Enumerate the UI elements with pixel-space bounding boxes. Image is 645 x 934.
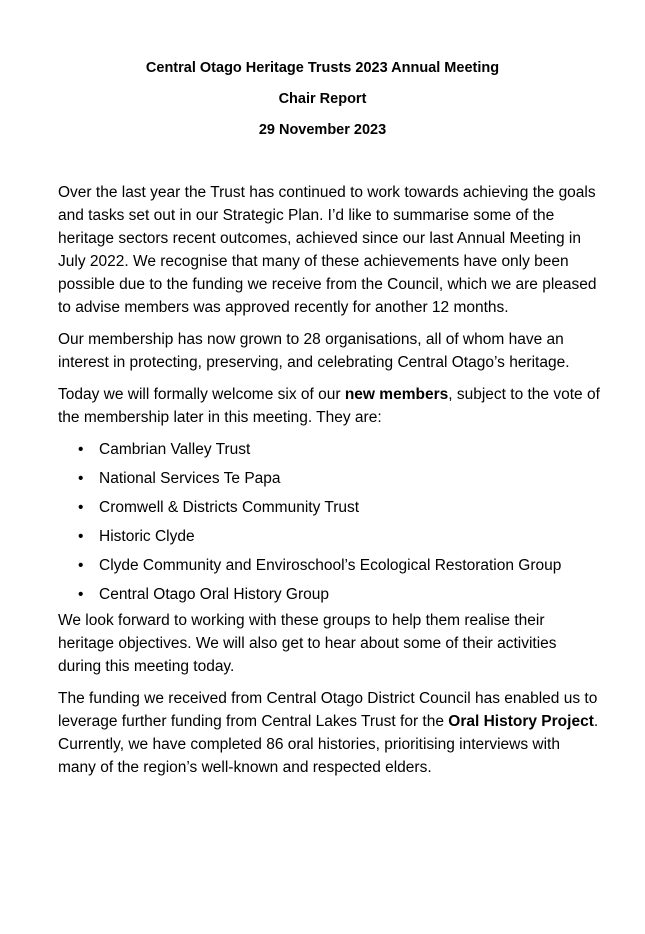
report-body — [58, 181, 601, 788]
paragraph-new-members-text-2: , subject to the vote of the membership later in this meeting. They are: — [58, 386, 600, 426]
list-item-text: Central Otago Oral History Group — [99, 586, 330, 603]
oral-history-project-emphasis: Oral History Project — [448, 713, 594, 730]
paragraph-new-members — [58, 383, 601, 429]
document-title: Central Otago Heritage Trusts 2023 Annual Meeting — [145, 60, 500, 76]
paragraph-intro: Over the last year the Trust has continued to work towards achieving the goals and tasks set out in our Strategic Plan. I’d like to summarise some of the heritage sectors recent outcomes, achieved since our last Annual Meeting in July 2022. We recognise that many of these achievements have only been possible due to the funding we receive from the Council, which we are pleased to advise members was approved recently for another 12 months. — [58, 184, 597, 316]
bullet-icon: • — [78, 441, 84, 458]
list-item-text: Cambrian Valley Trust — [99, 441, 251, 458]
bullet-icon: • — [78, 470, 84, 487]
document-subtitle: Chair Report — [278, 91, 367, 107]
paragraph-membership: Our membership has now grown to 28 organisations, all of whom have an interest in protecting, preserving, and celebrating Central Otago’s heritage. — [58, 331, 570, 371]
bullet-icon: • — [78, 586, 84, 603]
paragraph-funding — [58, 687, 601, 779]
list-item — [78, 438, 601, 461]
list-item-text: Cromwell & Districts Community Trust — [99, 499, 360, 516]
paragraph-working-with-groups: We look forward to working with these groups to help them realise their heritage objectives. We will also get to hear about some of their activities during this meeting today. — [58, 612, 557, 675]
list-item — [78, 496, 601, 519]
list-item — [78, 467, 601, 490]
list-item — [78, 583, 601, 606]
new-members-emphasis: new members — [344, 386, 449, 403]
list-item-text: Clyde Community and Enviroschool’s Ecological Restoration Group — [99, 557, 562, 574]
new-members-list — [58, 438, 601, 606]
document-date: 29 November 2023 — [258, 122, 387, 138]
bullet-icon: • — [78, 557, 84, 574]
bullet-icon: • — [78, 528, 84, 545]
paragraph-funding-text-1: The funding we received from Central Otago District Council has enabled us to leverage further funding from Central Lakes Trust for the — [58, 690, 598, 730]
list-item-text: Historic Clyde — [99, 528, 195, 545]
paragraph-new-members-text-1: Today we will formally welcome six of our — [58, 386, 345, 403]
paragraph-funding-text-2: . Currently, we have completed 86 oral histories, prioritising interviews with many of the region’s well-known and respected elders. — [58, 713, 599, 776]
bullet-icon: • — [78, 499, 84, 516]
list-item-text: National Services Te Papa — [99, 470, 281, 487]
list-item — [78, 554, 601, 577]
list-item — [78, 525, 601, 548]
